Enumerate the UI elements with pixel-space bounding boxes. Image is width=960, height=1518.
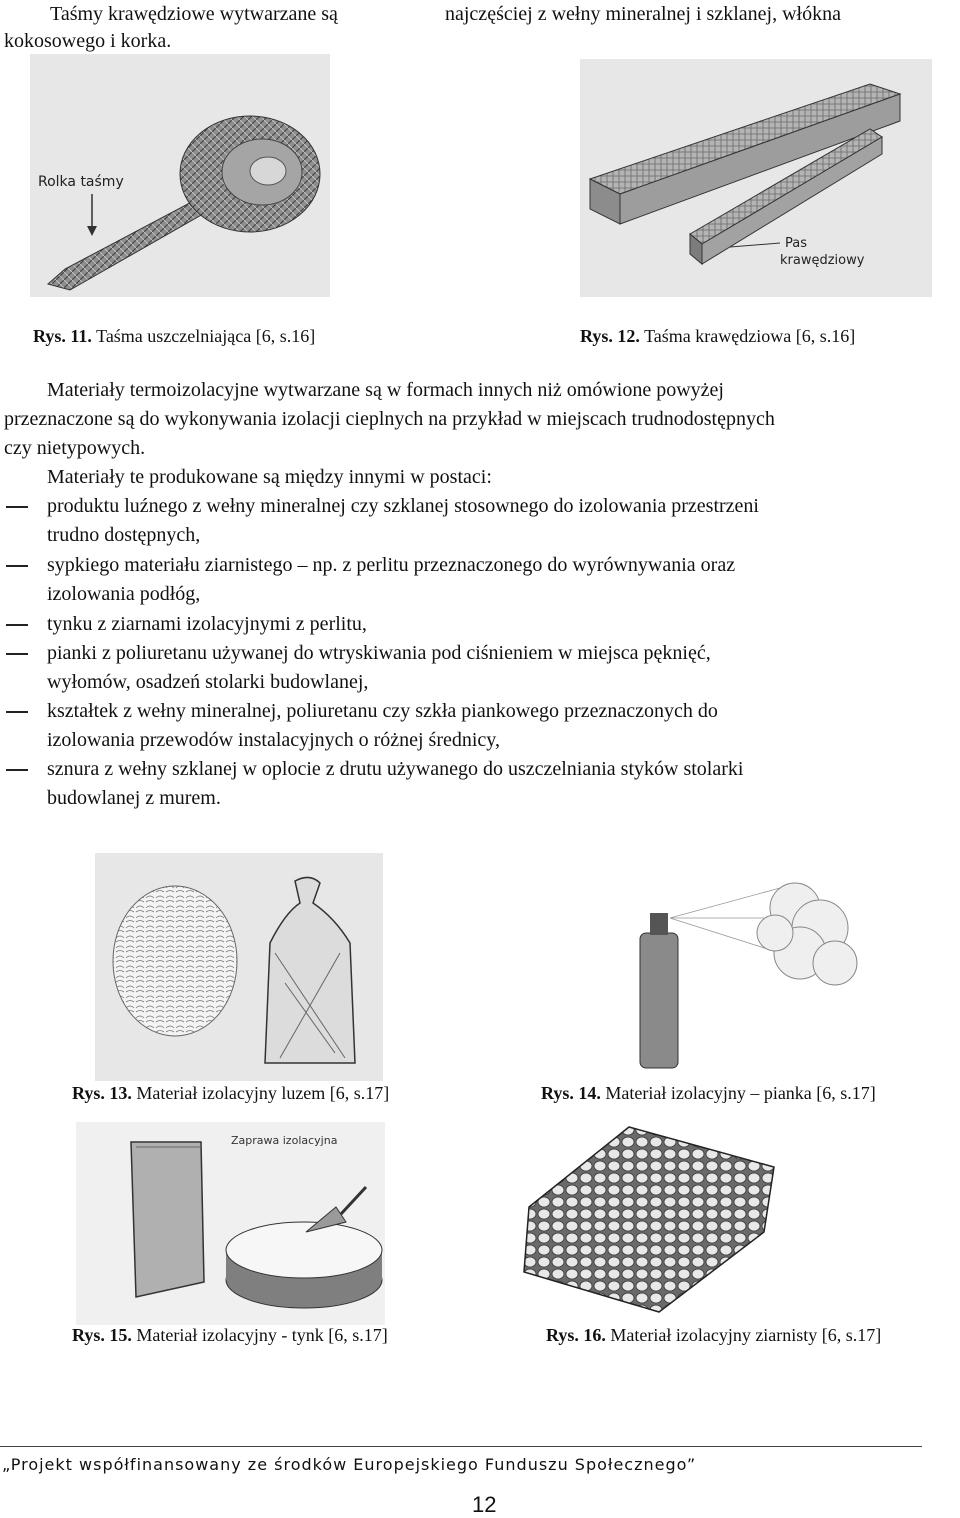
intro-line-1-left: Taśmy krawędziowe wytwarzane są	[50, 3, 338, 25]
figure-tape-roll	[30, 54, 330, 297]
caption-rys-13: Rys. 13. Materiał izolacyjny luzem [6, s.17]	[72, 1083, 390, 1103]
footer-divider	[0, 1446, 922, 1447]
intro-line-1-right: najczęściej z wełny mineralnej i szklanej, włókna	[445, 3, 841, 25]
paragraph-line-4: Materiały te produkowane są między innymi w postaci:	[47, 466, 492, 488]
list-dash	[6, 624, 28, 626]
list-dash	[6, 711, 28, 713]
list-dash	[6, 506, 28, 508]
list-item: tynku z ziarnami izolacyjnymi z perlitu,	[47, 613, 367, 635]
caption-rys-16: Rys. 16. Materiał izolacyjny ziarnisty [6, s.17]	[546, 1325, 882, 1345]
list-item: pianki z poliuretanu używanej do wtryskiwania pod ciśnieniem w miejsca pęknięć, wyłomów, osadzeń stolarki budowlanej,	[47, 642, 711, 693]
figure-edge-strip	[580, 59, 932, 297]
list-item: kształtek z wełny mineralnej, poliuretanu czy szkła piankowego przeznaczonych do izolowania przewodów instalacyjnych o różnej średnicy,	[47, 700, 718, 751]
paragraph-line-3: czy nietypowych.	[4, 437, 146, 459]
caption-rys-11: Rys. 11. Taśma uszczelniająca [6, s.16]	[33, 326, 316, 346]
figure-foam	[630, 858, 865, 1080]
figure-granular	[509, 1112, 780, 1320]
figure-plaster	[76, 1122, 385, 1325]
list-dash	[6, 653, 28, 655]
intro-line-2: kokosowego i korka.	[4, 30, 172, 52]
paragraph-line-2: przeznaczone są do wykonywania izolacji cieplnych na przykład w miejscach trudnodostępnych	[4, 408, 775, 430]
figure-loose-material	[95, 853, 383, 1081]
caption-rys-14: Rys. 14. Materiał izolacyjny – pianka [6, s.17]	[541, 1083, 876, 1103]
list-item: sznura z wełny szklanej w oplocie z drutu używanego do uszczelniania styków stolarki budowlanej z murem.	[47, 758, 744, 809]
caption-rys-15: Rys. 15. Materiał izolacyjny - tynk [6, s.17]	[72, 1325, 388, 1345]
caption-rys-12: Rys. 12. Taśma krawędziowa [6, s.16]	[580, 326, 856, 346]
edge-strip-label-2: krawędziowy	[780, 253, 865, 268]
paragraph-line-1: Materiały termoizolacyjne wytwarzane są w formach innych niż omówione powyżej	[47, 379, 724, 401]
footer-text: „Projekt współfinansowany ze środków Europejskiego Funduszu Społecznego”	[2, 1455, 697, 1474]
page-number: 12	[472, 1492, 497, 1517]
edge-strip-label-1: Pas	[785, 236, 807, 251]
list-item: produktu luźnego z wełny mineralnej czy szklanej stosownego do izolowania przestrzeni trudno dostępnych,	[47, 495, 759, 546]
list-dash	[6, 769, 28, 771]
plaster-label: Zaprawa izolacyjna	[231, 1134, 338, 1147]
list-dash	[6, 565, 28, 567]
tape-roll-label: Rolka taśmy	[38, 174, 124, 190]
list-item: sypkiego materiału ziarnistego – np. z perlitu przeznaczonego do wyrównywania oraz izolowania podłóg,	[47, 554, 736, 605]
